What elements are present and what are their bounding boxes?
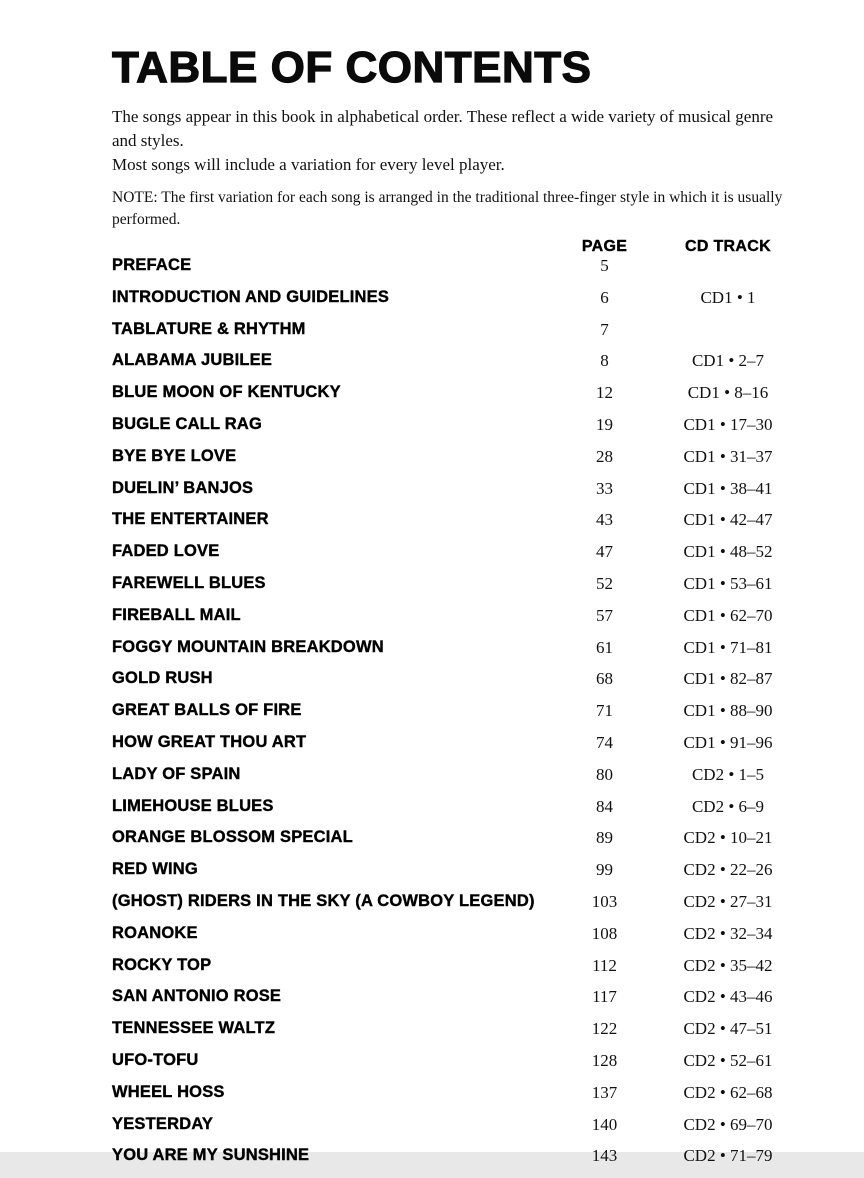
song-title: FOGGY MOUNTAIN BREAKDOWN bbox=[112, 637, 384, 656]
intro-line-2: Most songs will include a variation for every level player. bbox=[112, 155, 505, 174]
cd-track-value: CD1 • 2–7 bbox=[691, 351, 765, 371]
song-title: FADED LOVE bbox=[112, 542, 220, 561]
table-row bbox=[112, 351, 794, 383]
page-number: 112 bbox=[592, 955, 617, 975]
table-row bbox=[112, 892, 794, 924]
song-title: ROANOKE bbox=[112, 923, 198, 942]
song-title: FIREBALL MAIL bbox=[112, 605, 241, 624]
page-column-header: PAGE bbox=[581, 238, 628, 255]
cd-track-value: CD2 • 47–51 bbox=[683, 1019, 773, 1039]
song-title: TABLATURE & RHYTHM bbox=[112, 319, 306, 338]
song-title: BLUE MOON OF KENTUCKY bbox=[112, 383, 341, 402]
song-title: SAN ANTONIO ROSE bbox=[112, 987, 282, 1006]
intro-paragraph bbox=[112, 105, 794, 177]
song-title: LADY OF SPAIN bbox=[112, 764, 241, 783]
table-row bbox=[112, 987, 794, 1019]
page-number: 68 bbox=[596, 669, 613, 689]
song-title: HOW GREAT THOU ART bbox=[112, 732, 307, 751]
cd-track-value: CD2 • 69–70 bbox=[683, 1114, 773, 1134]
cd-track-value: CD2 • 6–9 bbox=[691, 796, 765, 816]
page-number: 28 bbox=[596, 446, 613, 466]
table-row bbox=[112, 1146, 794, 1178]
page-number: 143 bbox=[591, 1146, 618, 1166]
song-title: UFO-TOFU bbox=[112, 1050, 199, 1069]
table-row bbox=[112, 1115, 794, 1147]
cd-track-value: CD2 • 27–31 bbox=[683, 891, 773, 911]
cd-track-value: CD1 • 91–96 bbox=[683, 732, 773, 752]
song-title: FAREWELL BLUES bbox=[112, 573, 266, 592]
page-number: 7 bbox=[600, 319, 609, 339]
cd-track-value: CD1 • 42–47 bbox=[683, 510, 773, 530]
page-number: 117 bbox=[592, 987, 617, 1007]
song-title: INTRODUCTION AND GUIDELINES bbox=[112, 287, 390, 306]
table-row bbox=[112, 479, 794, 511]
table-row bbox=[112, 733, 794, 765]
table-row bbox=[112, 765, 794, 797]
page-number: 84 bbox=[596, 796, 613, 816]
cd-track-value: CD1 • 48–52 bbox=[683, 542, 773, 562]
song-title: (GHOST) RIDERS IN THE SKY (A COWBOY LEGEND) bbox=[112, 891, 535, 910]
page-number: 52 bbox=[596, 573, 613, 593]
song-title: GREAT BALLS OF FIRE bbox=[112, 701, 302, 720]
table-row bbox=[112, 797, 794, 829]
table-row bbox=[112, 256, 794, 288]
song-title: TENNESSEE WALTZ bbox=[112, 1019, 276, 1038]
page-number: 5 bbox=[600, 256, 609, 275]
cd-track-value: CD1 • 17–30 bbox=[683, 414, 773, 434]
cd-track-value: CD2 • 35–42 bbox=[683, 955, 773, 975]
cd-track-value: CD1 • 71–81 bbox=[683, 637, 773, 657]
song-title: WHEEL HOSS bbox=[112, 1082, 225, 1101]
table-row bbox=[112, 447, 794, 479]
page-number: 57 bbox=[596, 605, 613, 625]
table-row bbox=[112, 1051, 794, 1083]
table-row bbox=[112, 1019, 794, 1051]
page-number: 19 bbox=[596, 414, 613, 434]
contents-table bbox=[112, 238, 794, 1178]
table-row bbox=[112, 701, 794, 733]
page-number: 122 bbox=[591, 1019, 618, 1039]
page-number: 89 bbox=[596, 828, 613, 848]
cd-track-value: CD2 • 22–26 bbox=[683, 860, 773, 880]
page-number: 47 bbox=[596, 542, 613, 562]
note-text: NOTE: The first variation for each song is arranged in the traditional three-finger style in which it is usually performed. bbox=[112, 189, 783, 228]
song-title: ROCKY TOP bbox=[112, 955, 212, 974]
cd-track-value: CD2 • 1–5 bbox=[691, 764, 765, 784]
cd-track-value: CD1 • 82–87 bbox=[683, 669, 773, 689]
table-row bbox=[112, 669, 794, 701]
table-header-row bbox=[112, 238, 794, 256]
table-row bbox=[112, 574, 794, 606]
cd-track-value: CD1 • 53–61 bbox=[683, 573, 773, 593]
song-title: THE ENTERTAINER bbox=[112, 510, 269, 529]
page-title: TABLE OF CONTENTS bbox=[112, 43, 592, 92]
song-title: RED WING bbox=[112, 860, 198, 879]
cd-track-value: CD1 • 88–90 bbox=[683, 701, 773, 721]
table-row bbox=[112, 956, 794, 988]
song-title: BUGLE CALL RAG bbox=[112, 414, 263, 433]
page-number: 99 bbox=[596, 860, 613, 880]
page-number: 137 bbox=[591, 1082, 618, 1102]
cd-track-value: CD2 • 10–21 bbox=[683, 828, 773, 848]
page-number: 6 bbox=[600, 287, 609, 307]
table-row bbox=[112, 860, 794, 892]
cd-track-value: CD1 • 62–70 bbox=[683, 605, 773, 625]
song-title: PREFACE bbox=[112, 256, 192, 274]
song-title: ALABAMA JUBILEE bbox=[112, 351, 273, 370]
table-row bbox=[112, 288, 794, 320]
table-row bbox=[112, 638, 794, 670]
cd-track-column-header: CD TRACK bbox=[685, 238, 771, 255]
page-number: 128 bbox=[591, 1050, 618, 1070]
page-number: 8 bbox=[600, 351, 609, 371]
song-title: ORANGE BLOSSOM SPECIAL bbox=[112, 828, 353, 847]
cd-track-value: CD1 • 31–37 bbox=[683, 446, 773, 466]
page-number: 103 bbox=[591, 891, 618, 911]
cd-track-value: CD2 • 43–46 bbox=[683, 987, 773, 1007]
page-number: 140 bbox=[591, 1114, 618, 1134]
cd-track-value: CD2 • 32–34 bbox=[683, 923, 773, 943]
table-row bbox=[112, 320, 794, 352]
song-title: YESTERDAY bbox=[112, 1114, 214, 1133]
table-row bbox=[112, 828, 794, 860]
page-number: 108 bbox=[591, 923, 618, 943]
cd-track-value: CD1 • 1 bbox=[700, 287, 756, 307]
table-row bbox=[112, 606, 794, 638]
page-number: 61 bbox=[596, 637, 613, 657]
page-number: 74 bbox=[596, 732, 613, 752]
table-row bbox=[112, 1083, 794, 1115]
cd-track-value: CD2 • 71–79 bbox=[683, 1146, 773, 1166]
song-title: DUELIN’ BANJOS bbox=[112, 478, 254, 497]
table-row bbox=[112, 542, 794, 574]
page-number: 33 bbox=[596, 478, 613, 498]
cd-track-value: CD1 • 38–41 bbox=[683, 478, 773, 498]
table-body bbox=[112, 256, 794, 1178]
song-title: GOLD RUSH bbox=[112, 669, 213, 688]
song-title: BYE BYE LOVE bbox=[112, 446, 237, 465]
page-number: 80 bbox=[596, 764, 613, 784]
page-number: 12 bbox=[596, 383, 613, 403]
table-row bbox=[112, 510, 794, 542]
page-number: 43 bbox=[596, 510, 613, 530]
cd-track-value: CD1 • 8–16 bbox=[687, 383, 769, 403]
table-row bbox=[112, 415, 794, 447]
page-number: 71 bbox=[596, 701, 613, 721]
song-title: YOU ARE MY SUNSHINE bbox=[112, 1146, 310, 1165]
table-row bbox=[112, 924, 794, 956]
intro-line-1: The songs appear in this book in alphabetical order. These reflect a wide variety of musical genre and styles. bbox=[112, 107, 774, 150]
cd-track-value: CD2 • 52–61 bbox=[683, 1050, 773, 1070]
cd-track-value: CD2 • 62–68 bbox=[683, 1082, 773, 1102]
song-title: LIMEHOUSE BLUES bbox=[112, 796, 274, 815]
table-row bbox=[112, 383, 794, 415]
